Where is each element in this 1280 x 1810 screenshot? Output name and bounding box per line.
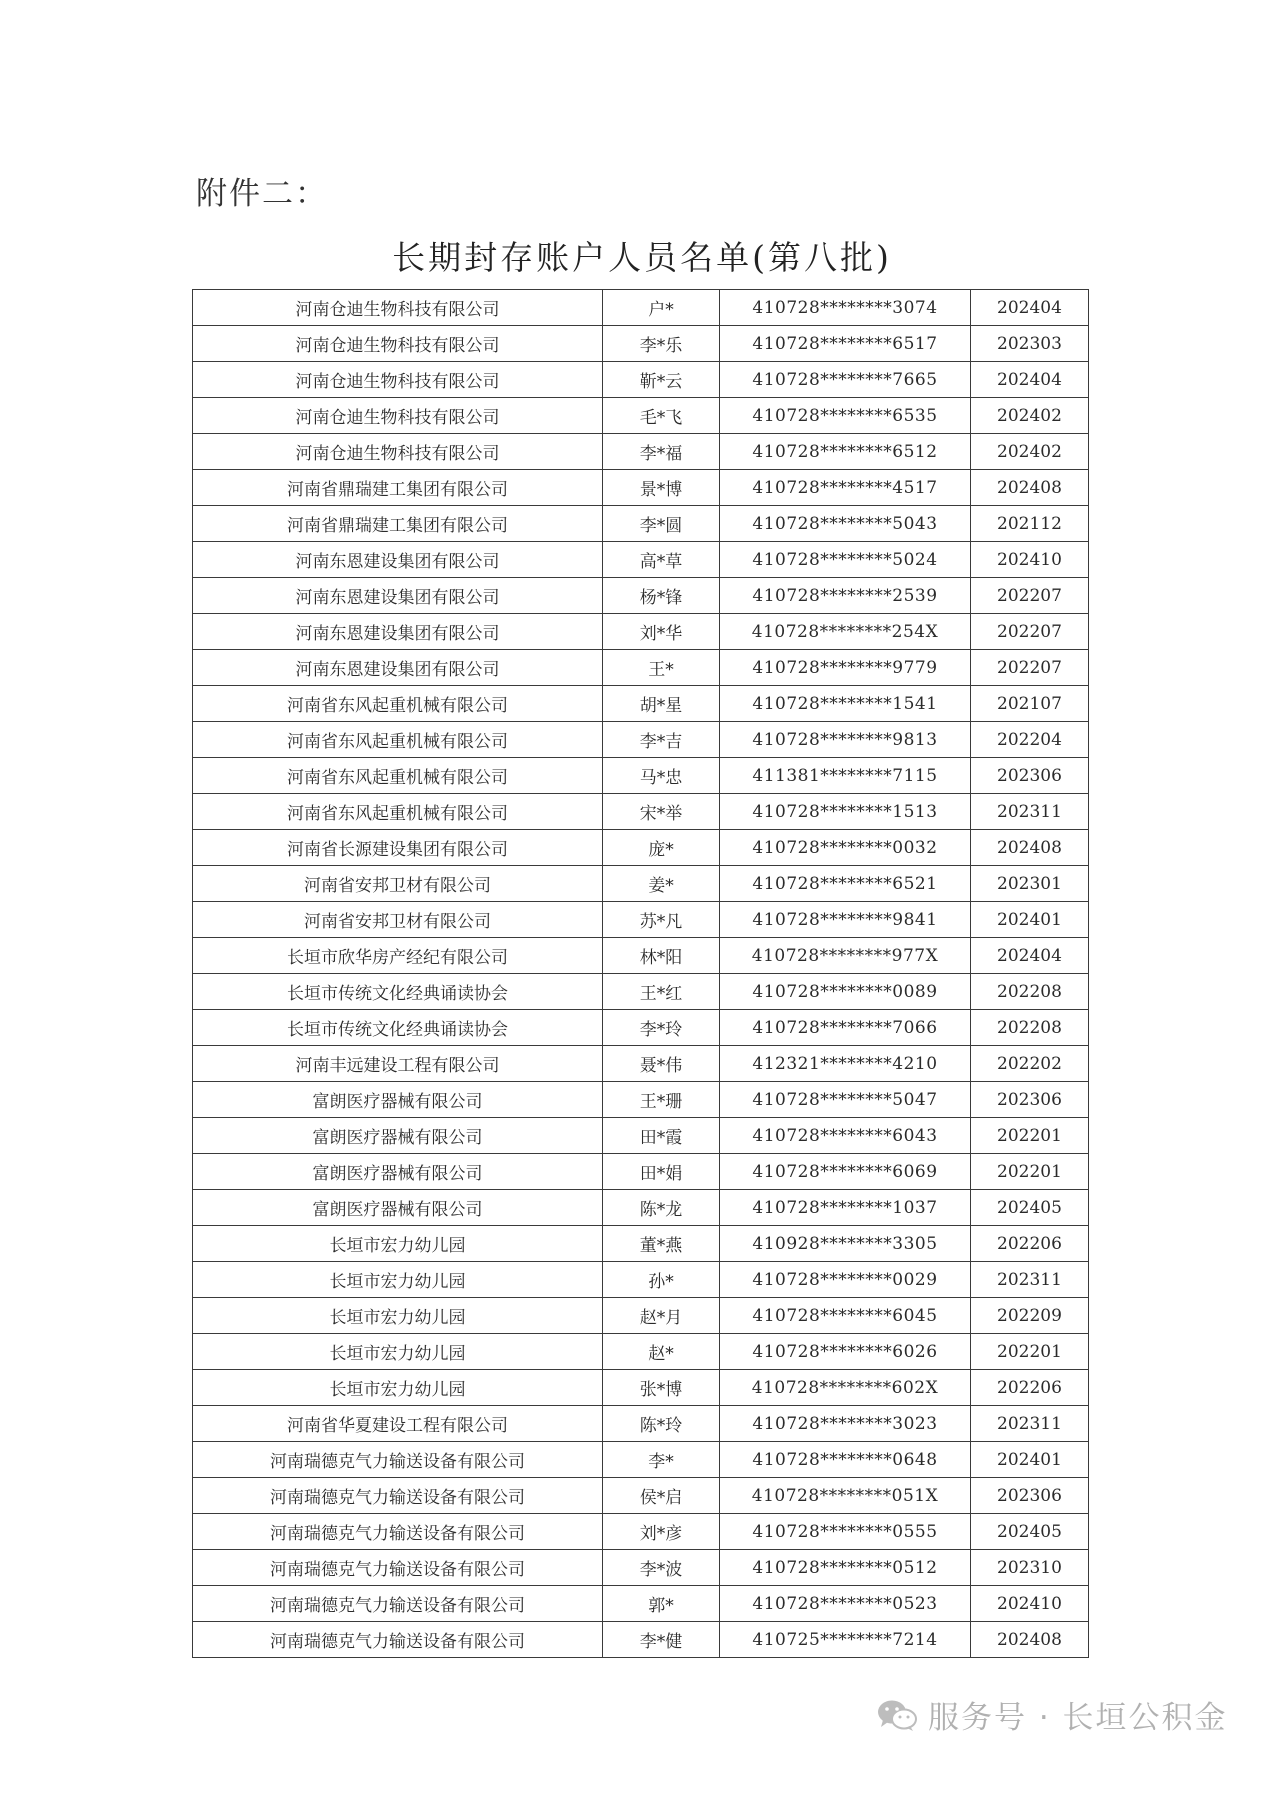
id-number-cell: 410728********0512 — [720, 1550, 971, 1586]
id-number-cell: 410728********6521 — [720, 866, 971, 902]
name-cell: 赵* — [603, 1334, 720, 1370]
seal-month-cell: 202201 — [971, 1154, 1089, 1190]
name-cell: 宋*举 — [603, 794, 720, 830]
id-number-cell: 410728********1541 — [720, 686, 971, 722]
seal-month-cell: 202311 — [971, 794, 1089, 830]
id-number-cell: 410728********3023 — [720, 1406, 971, 1442]
table-row — [193, 1226, 1089, 1262]
company-cell: 河南东恩建设集团有限公司 — [193, 650, 603, 686]
name-cell: 田*娟 — [603, 1154, 720, 1190]
roster-table-body — [193, 290, 1089, 1658]
company-cell: 长垣市宏力幼儿园 — [193, 1334, 603, 1370]
table-row — [193, 902, 1089, 938]
name-cell: 刘*彦 — [603, 1514, 720, 1550]
table-row — [193, 830, 1089, 866]
company-cell: 河南瑞德克气力输送设备有限公司 — [193, 1550, 603, 1586]
name-cell: 毛*飞 — [603, 398, 720, 434]
page-title: 长期封存账户人员名单(第八批) — [392, 238, 892, 277]
seal-month-cell: 202306 — [971, 1082, 1089, 1118]
company-cell: 长垣市传统文化经典诵读协会 — [193, 974, 603, 1010]
table-row — [193, 1262, 1089, 1298]
seal-month-cell: 202201 — [971, 1334, 1089, 1370]
name-cell: 李* — [603, 1442, 720, 1478]
seal-month-cell: 202408 — [971, 470, 1089, 506]
company-cell: 河南省鼎瑞建工集团有限公司 — [193, 506, 603, 542]
table-row — [193, 1442, 1089, 1478]
id-number-cell: 410728********5047 — [720, 1082, 971, 1118]
company-cell: 河南仓迪生物科技有限公司 — [193, 326, 603, 362]
table-row — [193, 1406, 1089, 1442]
table-row — [193, 1046, 1089, 1082]
company-cell: 河南省鼎瑞建工集团有限公司 — [193, 470, 603, 506]
table-row — [193, 1586, 1089, 1622]
company-cell: 长垣市传统文化经典诵读协会 — [193, 1010, 603, 1046]
name-cell: 李*福 — [603, 434, 720, 470]
id-number-cell: 410728********977X — [720, 938, 971, 974]
table-row — [193, 506, 1089, 542]
name-cell: 景*博 — [603, 470, 720, 506]
table-row — [193, 686, 1089, 722]
name-cell: 李*乐 — [603, 326, 720, 362]
company-cell: 河南省东风起重机械有限公司 — [193, 794, 603, 830]
id-number-cell: 410728********9779 — [720, 650, 971, 686]
id-number-cell: 410728********3074 — [720, 290, 971, 326]
company-cell: 河南瑞德克气力输送设备有限公司 — [193, 1478, 603, 1514]
id-number-cell: 410928********3305 — [720, 1226, 971, 1262]
seal-month-cell: 202404 — [971, 362, 1089, 398]
table-row — [193, 542, 1089, 578]
id-number-cell: 410728********7066 — [720, 1010, 971, 1046]
seal-month-cell: 202207 — [971, 614, 1089, 650]
name-cell: 王*珊 — [603, 1082, 720, 1118]
name-cell: 侯*启 — [603, 1478, 720, 1514]
id-number-cell: 410728********1037 — [720, 1190, 971, 1226]
table-row — [193, 434, 1089, 470]
attachment-label: 附件二： — [196, 176, 328, 212]
company-cell: 河南省安邦卫材有限公司 — [193, 902, 603, 938]
table-row — [193, 650, 1089, 686]
id-number-cell: 410728********7665 — [720, 362, 971, 398]
wechat-icon — [876, 1698, 918, 1732]
name-cell: 杨*锋 — [603, 578, 720, 614]
table-row — [193, 470, 1089, 506]
company-cell: 河南省长源建设集团有限公司 — [193, 830, 603, 866]
name-cell: 郭* — [603, 1586, 720, 1622]
id-number-cell: 410728********0555 — [720, 1514, 971, 1550]
seal-month-cell: 202204 — [971, 722, 1089, 758]
company-cell: 河南东恩建设集团有限公司 — [193, 542, 603, 578]
seal-month-cell: 202208 — [971, 1010, 1089, 1046]
name-cell: 刘*华 — [603, 614, 720, 650]
name-cell: 靳*云 — [603, 362, 720, 398]
seal-month-cell: 202208 — [971, 974, 1089, 1010]
seal-month-cell: 202405 — [971, 1190, 1089, 1226]
company-cell: 富朗医疗器械有限公司 — [193, 1118, 603, 1154]
seal-month-cell: 202401 — [971, 1442, 1089, 1478]
table-row — [193, 1154, 1089, 1190]
company-cell: 河南省华夏建设工程有限公司 — [193, 1406, 603, 1442]
name-cell: 庞* — [603, 830, 720, 866]
company-cell: 河南仓迪生物科技有限公司 — [193, 290, 603, 326]
company-cell: 富朗医疗器械有限公司 — [193, 1190, 603, 1226]
seal-month-cell: 202311 — [971, 1262, 1089, 1298]
table-row — [193, 1550, 1089, 1586]
table-row — [193, 1622, 1089, 1658]
table-row — [193, 614, 1089, 650]
name-cell: 田*霞 — [603, 1118, 720, 1154]
company-cell: 长垣市宏力幼儿园 — [193, 1298, 603, 1334]
id-number-cell: 410728********6026 — [720, 1334, 971, 1370]
name-cell: 聂*伟 — [603, 1046, 720, 1082]
company-cell: 长垣市宏力幼儿园 — [193, 1262, 603, 1298]
name-cell: 胡*星 — [603, 686, 720, 722]
company-cell: 河南仓迪生物科技有限公司 — [193, 434, 603, 470]
seal-month-cell: 202404 — [971, 938, 1089, 974]
company-cell: 河南东恩建设集团有限公司 — [193, 614, 603, 650]
seal-month-cell: 202408 — [971, 830, 1089, 866]
table-row — [193, 578, 1089, 614]
seal-month-cell: 202206 — [971, 1370, 1089, 1406]
company-cell: 长垣市欣华房产经纪有限公司 — [193, 938, 603, 974]
seal-month-cell: 202112 — [971, 506, 1089, 542]
seal-month-cell: 202306 — [971, 758, 1089, 794]
roster-table — [192, 289, 1089, 1658]
name-cell: 孙* — [603, 1262, 720, 1298]
table-row — [193, 794, 1089, 830]
id-number-cell: 410728********254X — [720, 614, 971, 650]
seal-month-cell: 202405 — [971, 1514, 1089, 1550]
name-cell: 李*玲 — [603, 1010, 720, 1046]
company-cell: 河南瑞德克气力输送设备有限公司 — [193, 1586, 603, 1622]
name-cell: 高*草 — [603, 542, 720, 578]
table-row — [193, 1478, 1089, 1514]
company-cell: 河南仓迪生物科技有限公司 — [193, 398, 603, 434]
seal-month-cell: 202209 — [971, 1298, 1089, 1334]
table-row — [193, 758, 1089, 794]
table-row — [193, 1514, 1089, 1550]
table-row — [193, 290, 1089, 326]
company-cell: 长垣市宏力幼儿园 — [193, 1370, 603, 1406]
table-row — [193, 326, 1089, 362]
table-row — [193, 974, 1089, 1010]
watermark-text: 服务号 · 长垣公积金 — [928, 1700, 1228, 1736]
name-cell: 马*忠 — [603, 758, 720, 794]
id-number-cell: 410728********6517 — [720, 326, 971, 362]
name-cell: 姜* — [603, 866, 720, 902]
seal-month-cell: 202201 — [971, 1118, 1089, 1154]
name-cell: 陈*玲 — [603, 1406, 720, 1442]
id-number-cell: 410728********5024 — [720, 542, 971, 578]
name-cell: 苏*凡 — [603, 902, 720, 938]
table-row — [193, 1190, 1089, 1226]
seal-month-cell: 202311 — [971, 1406, 1089, 1442]
seal-month-cell: 202310 — [971, 1550, 1089, 1586]
seal-month-cell: 202107 — [971, 686, 1089, 722]
company-cell: 河南省安邦卫材有限公司 — [193, 866, 603, 902]
seal-month-cell: 202404 — [971, 290, 1089, 326]
id-number-cell: 410728********602X — [720, 1370, 971, 1406]
company-cell: 河南东恩建设集团有限公司 — [193, 578, 603, 614]
id-number-cell: 410728********6069 — [720, 1154, 971, 1190]
id-number-cell: 410725********7214 — [720, 1622, 971, 1658]
id-number-cell: 410728********9813 — [720, 722, 971, 758]
company-cell: 河南丰远建设工程有限公司 — [193, 1046, 603, 1082]
seal-month-cell: 202207 — [971, 650, 1089, 686]
id-number-cell: 410728********6043 — [720, 1118, 971, 1154]
id-number-cell: 410728********0648 — [720, 1442, 971, 1478]
table-row — [193, 866, 1089, 902]
id-number-cell: 412321********4210 — [720, 1046, 971, 1082]
id-number-cell: 411381********7115 — [720, 758, 971, 794]
table-row — [193, 1334, 1089, 1370]
seal-month-cell: 202402 — [971, 398, 1089, 434]
id-number-cell: 410728********0523 — [720, 1586, 971, 1622]
seal-month-cell: 202202 — [971, 1046, 1089, 1082]
table-row — [193, 398, 1089, 434]
company-cell: 长垣市宏力幼儿园 — [193, 1226, 603, 1262]
name-cell: 赵*月 — [603, 1298, 720, 1334]
seal-month-cell: 202401 — [971, 902, 1089, 938]
id-number-cell: 410728********5043 — [720, 506, 971, 542]
name-cell: 李*健 — [603, 1622, 720, 1658]
company-cell: 河南瑞德克气力输送设备有限公司 — [193, 1442, 603, 1478]
company-cell: 河南省东风起重机械有限公司 — [193, 686, 603, 722]
name-cell: 王* — [603, 650, 720, 686]
seal-month-cell: 202410 — [971, 1586, 1089, 1622]
seal-month-cell: 202301 — [971, 866, 1089, 902]
seal-month-cell: 202206 — [971, 1226, 1089, 1262]
id-number-cell: 410728********9841 — [720, 902, 971, 938]
table-row — [193, 1370, 1089, 1406]
company-cell: 富朗医疗器械有限公司 — [193, 1154, 603, 1190]
company-cell: 富朗医疗器械有限公司 — [193, 1082, 603, 1118]
id-number-cell: 410728********0089 — [720, 974, 971, 1010]
seal-month-cell: 202303 — [971, 326, 1089, 362]
id-number-cell: 410728********6512 — [720, 434, 971, 470]
name-cell: 张*博 — [603, 1370, 720, 1406]
company-cell: 河南省东风起重机械有限公司 — [193, 758, 603, 794]
table-row — [193, 362, 1089, 398]
name-cell: 陈*龙 — [603, 1190, 720, 1226]
footer-watermark — [876, 1692, 1228, 1737]
name-cell: 李*波 — [603, 1550, 720, 1586]
id-number-cell: 410728********0032 — [720, 830, 971, 866]
table-row — [193, 1118, 1089, 1154]
name-cell: 林*阳 — [603, 938, 720, 974]
seal-month-cell: 202410 — [971, 542, 1089, 578]
id-number-cell: 410728********4517 — [720, 470, 971, 506]
table-row — [193, 938, 1089, 974]
table-row — [193, 1082, 1089, 1118]
name-cell: 董*燕 — [603, 1226, 720, 1262]
name-cell: 李*圆 — [603, 506, 720, 542]
id-number-cell: 410728********6045 — [720, 1298, 971, 1334]
id-number-cell: 410728********6535 — [720, 398, 971, 434]
name-cell: 户* — [603, 290, 720, 326]
company-cell: 河南仓迪生物科技有限公司 — [193, 362, 603, 398]
company-cell: 河南省东风起重机械有限公司 — [193, 722, 603, 758]
table-row — [193, 1298, 1089, 1334]
id-number-cell: 410728********1513 — [720, 794, 971, 830]
seal-month-cell: 202207 — [971, 578, 1089, 614]
seal-month-cell: 202408 — [971, 1622, 1089, 1658]
seal-month-cell: 202402 — [971, 434, 1089, 470]
company-cell: 河南瑞德克气力输送设备有限公司 — [193, 1514, 603, 1550]
seal-month-cell: 202306 — [971, 1478, 1089, 1514]
table-row — [193, 1010, 1089, 1046]
name-cell: 王*红 — [603, 974, 720, 1010]
id-number-cell: 410728********051X — [720, 1478, 971, 1514]
company-cell: 河南瑞德克气力输送设备有限公司 — [193, 1622, 603, 1658]
id-number-cell: 410728********0029 — [720, 1262, 971, 1298]
id-number-cell: 410728********2539 — [720, 578, 971, 614]
name-cell: 李*吉 — [603, 722, 720, 758]
table-row — [193, 722, 1089, 758]
